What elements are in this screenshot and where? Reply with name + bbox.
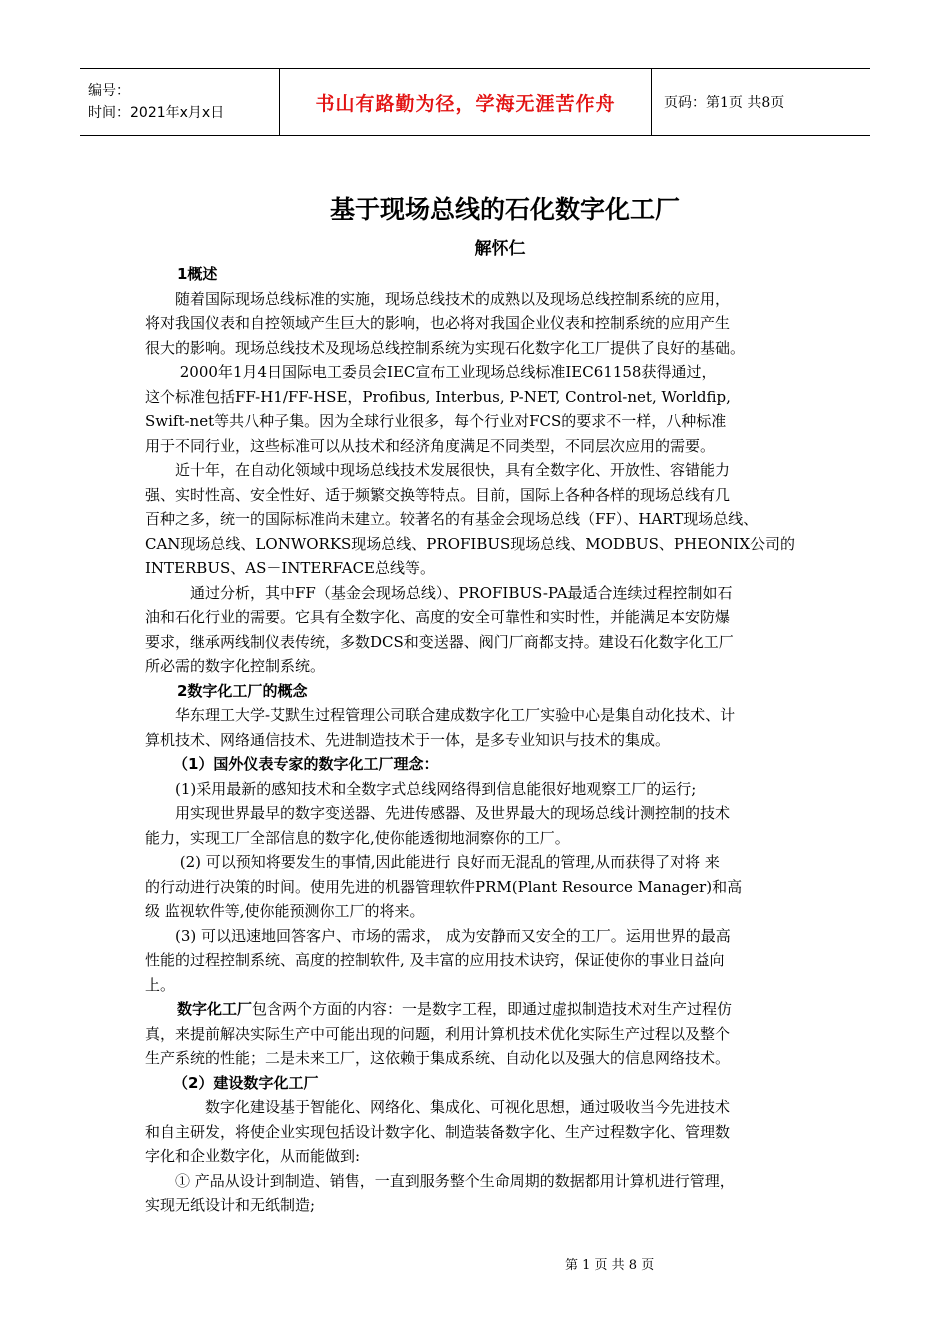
page-footer: 第 1 页 共 8 页 [565,1258,655,1273]
paragraph-line: 上。 [145,975,176,994]
paragraph-line: 实现无纸设计和无纸制造; [145,1196,316,1214]
paragraph-line: 油和石化行业的需要。它具有全数字化、高度的安全可靠性和实时性，并能满足本安防爆 [145,608,731,626]
paragraph-line: 2000年1月4日国际电工委员会IEC宣布工业现场总线标准IEC61158获得通过， [145,363,717,381]
paragraph-line: 强、实时性高、安全性好、适于频繁交换等特点。目前，国际上各种各样的现场总线有几 [145,485,731,504]
paragraph-line: 很大的影响。现场总线技术及现场总线控制系统为实现石化数字化工厂提供了良好的基础。 [145,338,746,357]
paragraph-text: 包含两个方面的内容：一是数字工程，即通过虚拟制造技术对生产过程仿 [252,1000,733,1018]
paragraph-line: 将对我国仪表和自控领域产生巨大的影响，也必将对我国企业仪表和控制系统的应用产生 [145,314,731,332]
paragraph-line [145,997,810,1022]
paragraph-line: 华东理工大学-艾默生过程管理公司联合建成数字化工厂实验中心是集自动化技术、计 [145,706,736,724]
paragraph-line: (2) 可以预知将要发生的事情,因此能进行 良好而无混乱的管理,从而获得了对将 来 [145,853,720,871]
header-motto-cell [280,69,652,135]
paragraph-line: ① 产品从设计到制造、销售，一直到服务整个生命周期的数据都用计算机进行管理， [145,1171,735,1190]
paragraph-line: 生产系统的性能；二是未来工厂，这依赖于集成系统、自动化以及强大的信息网络技术。 [145,1049,731,1067]
paragraph-line: 真，来提前解决实际生产中可能出现的问题，利用计算机技术优化实际生产过程以及整个 [145,1024,731,1043]
paragraph-line: CAN现场总线、LONWORKS现场总线、PROFIBUS现场总线、MODBUS、PHEONIX公司的 [145,534,796,553]
document-author: 解怀仁 [474,239,526,259]
paragraph-line: 数字化建设基于智能化、网络化、集成化、可视化思想，通过吸收当今先进技术 [145,1098,731,1116]
section-heading-digital-factory: 2数字化工厂的概念 [177,681,308,700]
paragraph-line: 级 监视软件等,使你能预测你工厂的将来。 [145,902,425,920]
paragraph-line: Swift-net等共八种子集。因为全球行业很多，每个行业对FCS的要求不一样，八种标准 [145,412,727,430]
paragraph-line: 这个标准包括FF-H1/FF-HSE，Profibus, Interbus, P-NET, Control-net, Worldfip, [145,387,731,406]
paragraph-line: 字化和企业数字化，从而能做到: [145,1147,361,1165]
subheading-concept: （1）国外仪表专家的数字化工厂理念： [173,755,439,773]
header-meta [80,69,280,135]
paragraph-line: 通过分析，其中FF（基金会现场总线）、PROFIBUS-PA最适合连续过程控制如石 [145,583,733,602]
paragraph-line: 性能的过程控制系统、高度的控制软件, 及丰富的应用技术诀窍，保证使你的事业日益向 [145,951,725,969]
page-info: 页码：第1页 共8页 [664,95,785,111]
paragraph-line: (1)采用最新的感知技术和全数字式总线网络得到信息能很好地观察工厂的运行; [145,779,697,798]
page-header [80,68,870,136]
paragraph-line: (3) 可以迅速地回答客户、市场的需求， 成为安静而又安全的工厂。运用世界的最高 [145,926,731,945]
document-body [145,262,810,1218]
paragraph-line: 用于不同行业，这些标准可以从技术和经济角度满足不同类型，不同层次应用的需要。 [145,436,716,455]
document-title: 基于现场总线的石化数字化工厂 [329,195,680,224]
paragraph-line: 算机技术、网络通信技术、先进制造技术于一体，是多专业知识与技术的集成。 [145,730,671,749]
header-page-info-cell [652,69,870,135]
paragraph-line: 随着国际现场总线标准的实施，现场总线技术的成熟以及现场总线控制系统的应用， [145,289,731,308]
paragraph-line: INTERBUS、AS－INTERFACE总线等。 [145,559,436,577]
date-line: 时间：2021年x月x日 [88,105,225,121]
section-heading-overview: 1概述 [177,265,218,283]
paragraph-line: 百种之多，统一的国际标准尚未建立。较著名的有基金会现场总线（FF）、HART现场总线、 [145,510,759,528]
subheading-build: （2）建设数字化工厂 [173,1073,319,1092]
paragraph-line: 用实现世界最早的数字变送器、先进传感器、及世界最大的现场总线计测控制的技术 [145,804,731,822]
paragraph-line: 要求，继承两线制仪表传统，多数DCS和变送器、阀门厂商都支持。建设石化数字化工厂 [145,632,734,651]
paragraph-line: 和自主研发，将使企业实现包括设计数字化、制造装备数字化、生产过程数字化、管理数 [145,1122,731,1141]
paragraph-line: 近十年，在自动化领域中现场总线技术发展很快，具有全数字化、开放性、容错能力 [145,461,731,479]
paragraph-line: 的行动进行决策的时间。使用先进的机器管理软件PRM(Plant Resource Manager)和高 [145,877,743,896]
paragraph-line: 所必需的数字化控制系统。 [145,657,326,675]
motto: 书山有路勤为径，学海无涯苦作舟 [315,92,616,115]
paragraph-line: 能力，实现工厂全部信息的数字化,使你能透彻地洞察你的工厂。 [145,828,570,847]
number-label: 编号： [88,83,130,99]
bold-lead-term: 数字化工厂 [177,1000,253,1018]
